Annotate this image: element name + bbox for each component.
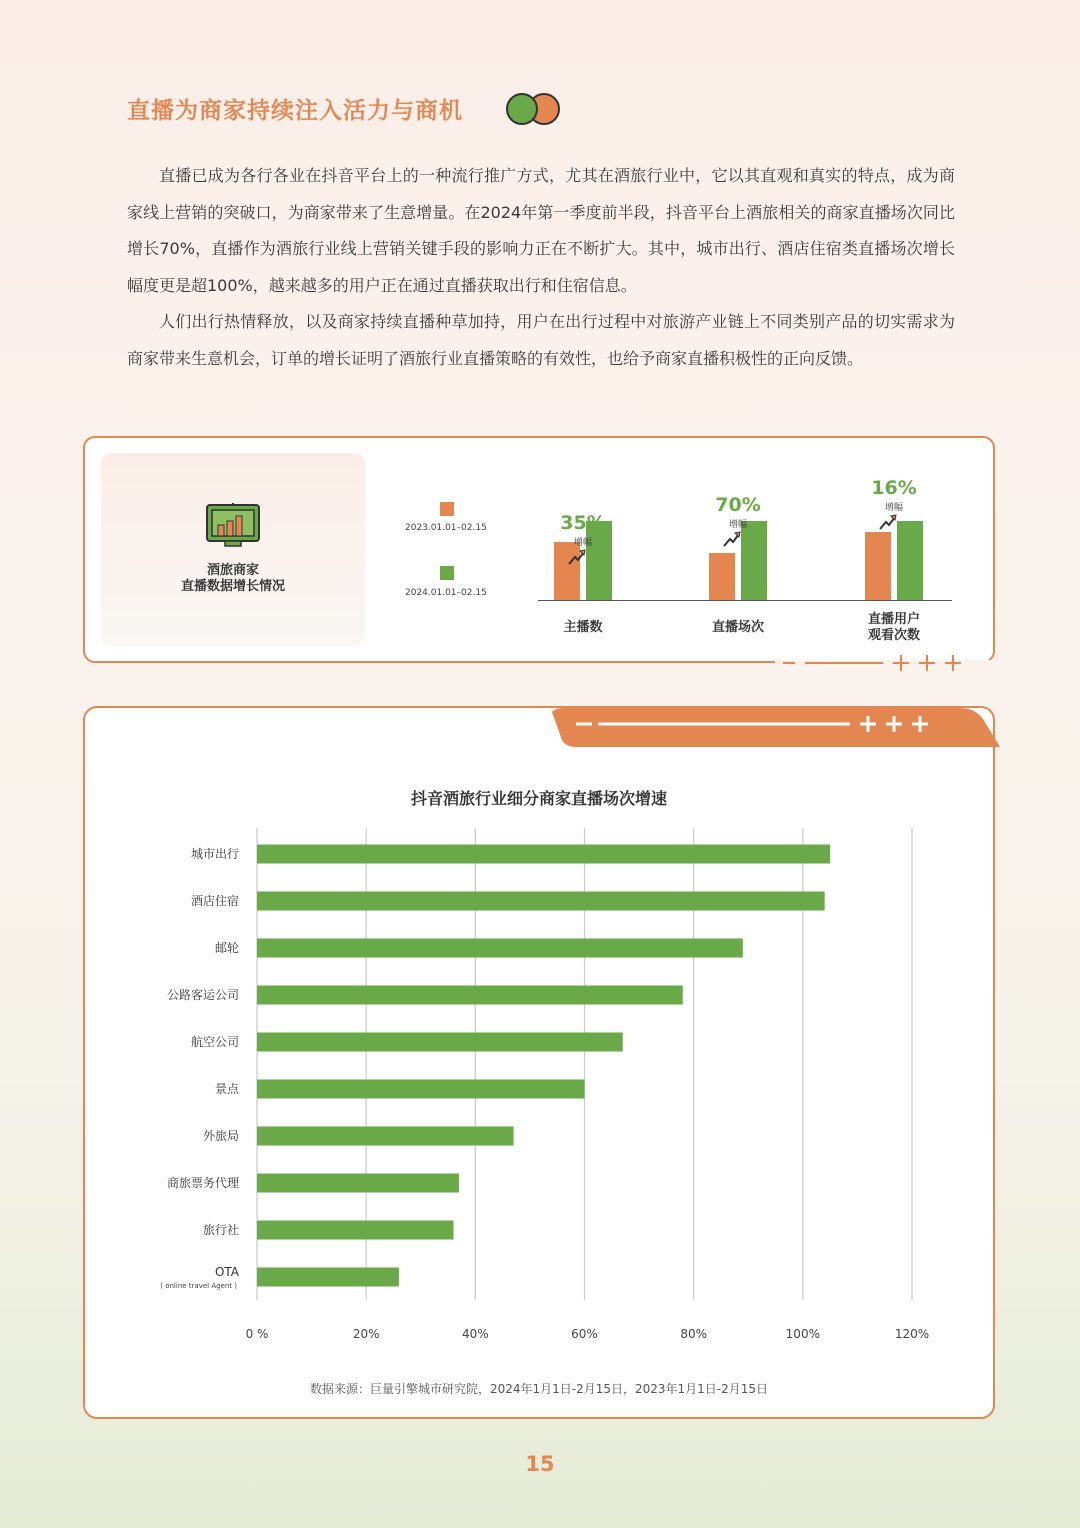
category-label: 邮轮 bbox=[214, 941, 239, 955]
bar bbox=[257, 1174, 459, 1193]
bar bbox=[257, 986, 683, 1005]
bar bbox=[257, 1268, 399, 1287]
category-label: 航空公司 bbox=[190, 1035, 239, 1049]
growth-label: 增幅 bbox=[728, 520, 747, 530]
rising-arrow-icon bbox=[567, 548, 587, 566]
x-tick-label: 120% bbox=[894, 1327, 930, 1341]
summary-tile-label-line1: 酒旅商家 bbox=[206, 563, 259, 578]
chart-title: 抖音酒旅行业细分商家直播场次增速 bbox=[410, 789, 667, 808]
bar bbox=[257, 1127, 514, 1146]
category-label: 商旅票务代理 bbox=[166, 1176, 239, 1190]
growth-percent: 70% bbox=[715, 494, 761, 516]
x-tick-label: 100% bbox=[785, 1327, 820, 1341]
intro-paragraph-2: 人们出行热情释放，以及商家持续直播种草加持，用户在出行过程中对旅游产业链上不同类别产品的切实需求为商家带来生意机会，订单的增长证明了酒旅行业直播策略的有效性，也给予商家直播积极性的正向反馈。 bbox=[127, 312, 955, 368]
x-tick-label: 80% bbox=[680, 1327, 708, 1341]
bar bbox=[257, 1221, 454, 1240]
legend-2024-label: 2024.01.01–02.15 bbox=[405, 588, 487, 598]
page-number: 15 bbox=[525, 1452, 555, 1476]
section-title: 直播为商家持续注入活力与商机 bbox=[127, 98, 463, 124]
mini-bar-2023 bbox=[709, 553, 735, 600]
mini-bar-2024 bbox=[741, 521, 767, 600]
category-label: 景点 bbox=[214, 1082, 239, 1096]
mini-category-label: 主播数 bbox=[563, 620, 603, 635]
green-dot-icon bbox=[506, 93, 538, 125]
category-label: 城市出行 bbox=[190, 847, 239, 861]
segment-growth-bar-chart bbox=[83, 820, 995, 1350]
decorative-dots bbox=[506, 93, 562, 123]
growth-percent: 16% bbox=[871, 477, 917, 499]
bar bbox=[257, 1033, 623, 1052]
intro-paragraph-1: 直播已成为各行各业在抖音平台上的一种流行推广方式，尤其在酒旅行业中，它以其直观和真实的特点，成为商家线上营销的突破口，为商家带来了生意增量。在2024年第一季度前半段，抖音平台上酒旅相关的商家直播场次同比增长70%，直播作为酒旅行业线上营销关键手段的影响力正在不断扩大。其中，城市出行、酒店住宿类直播场次增长幅度更是超100%，越来越多的用户正在通过直播获取出行和住宿信息。 bbox=[127, 166, 955, 295]
rising-arrow-icon bbox=[878, 513, 898, 531]
summary-tile-label-line2: 直播数据增长情况 bbox=[180, 579, 285, 594]
x-tick-label: 0 % bbox=[245, 1327, 269, 1341]
category-note: ( online travel Agent ) bbox=[160, 1282, 237, 1290]
card-tab-decoration bbox=[530, 700, 1010, 752]
mini-category-label: 直播场次 bbox=[711, 620, 764, 635]
monitor-growth-chart-icon bbox=[205, 503, 261, 549]
category-label: 酒店住宿 bbox=[190, 894, 239, 908]
mini-bar-2024 bbox=[897, 521, 923, 600]
legend-2023-label: 2023.01.01–02.15 bbox=[405, 523, 487, 533]
bar bbox=[257, 1080, 585, 1099]
category-label: OTA bbox=[214, 1265, 239, 1279]
legend-2023-swatch bbox=[440, 502, 454, 516]
rising-arrow-icon bbox=[722, 530, 742, 548]
growth-percent: 35% bbox=[560, 512, 606, 534]
legend-2024-swatch bbox=[440, 566, 454, 580]
mini-chart-baseline bbox=[538, 600, 952, 601]
x-tick-label: 40% bbox=[461, 1327, 489, 1341]
category-label: 旅行社 bbox=[202, 1223, 239, 1237]
mini-bar-2023 bbox=[865, 532, 891, 600]
growth-label: 增幅 bbox=[573, 538, 592, 548]
summary-tile bbox=[101, 453, 365, 646]
x-tick-label: 60% bbox=[571, 1327, 598, 1341]
category-label: 外旅局 bbox=[202, 1129, 239, 1143]
bar bbox=[257, 845, 830, 864]
data-source: 数据来源：巨量引擎城市研究院，2024年1月1日-2月15日，2023年1月1日-2月15日 bbox=[309, 1382, 769, 1396]
bar bbox=[257, 892, 825, 911]
dash-plus-decoration bbox=[783, 648, 973, 678]
mini-category-label: 直播用户 观看次数 bbox=[867, 612, 920, 643]
growth-label: 增幅 bbox=[884, 503, 903, 513]
bar bbox=[257, 939, 743, 958]
x-tick-label: 20% bbox=[352, 1327, 380, 1341]
category-label: 公路客运公司 bbox=[166, 988, 239, 1002]
summary-tile-label bbox=[101, 563, 365, 595]
